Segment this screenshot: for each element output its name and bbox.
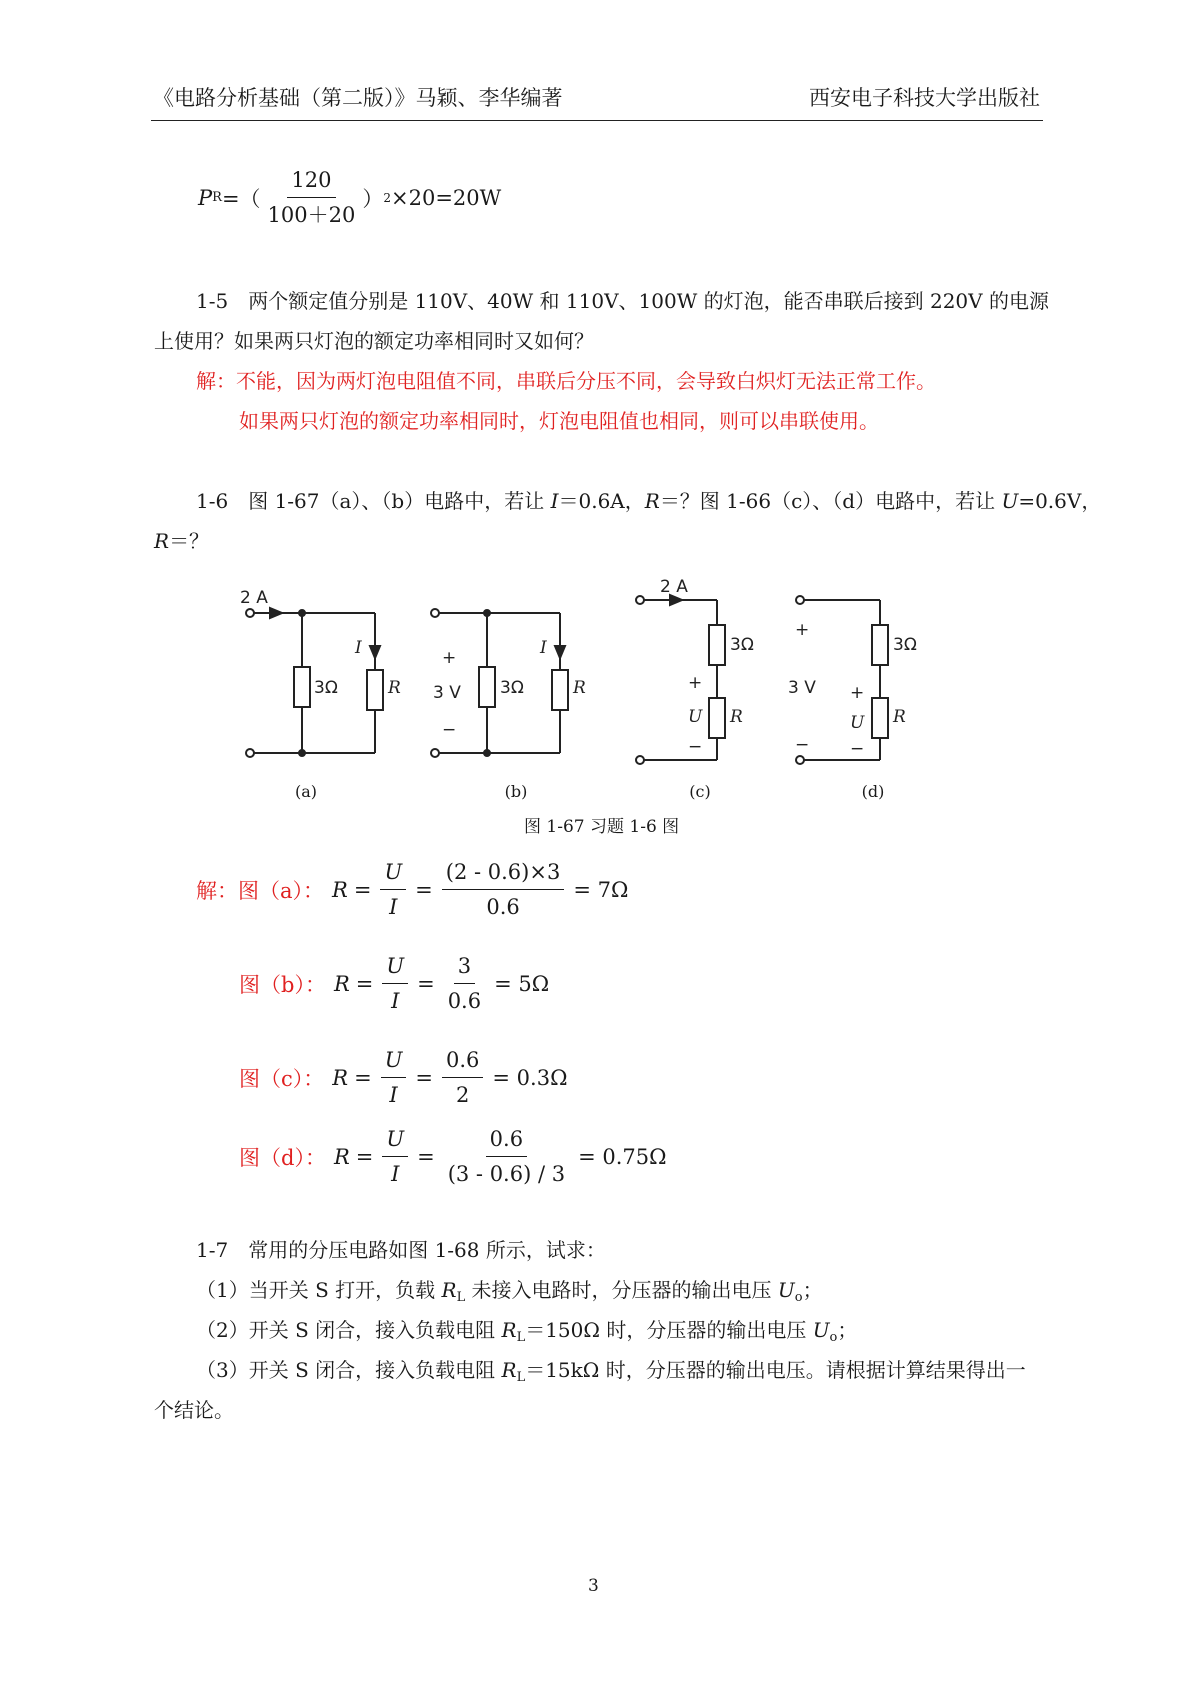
solution-d-i: I [391, 1162, 400, 1186]
q16-text-d: =0.6V， [1018, 489, 1102, 513]
figure-label-c: (c) [689, 782, 711, 801]
pr-denominator: 100＋20 [267, 203, 356, 227]
solution-b-eq1: = [355, 971, 374, 996]
circuit-figure [230, 570, 970, 770]
solution-a-frac1 [380, 858, 406, 921]
solution-a [196, 858, 628, 921]
q17-line5: 个结论。 [154, 1398, 234, 1422]
q17-l3-c: ； [837, 1318, 858, 1342]
pr-exponent: 2 [383, 190, 391, 205]
solution-d-r: R [333, 1144, 350, 1169]
solution-d [239, 1125, 667, 1188]
header-book-title: 《电路分析基础（第二版）》马颖、李华编著 [153, 86, 563, 110]
q17-l2-usub: o [794, 1290, 803, 1305]
pr-open: =（ [221, 186, 261, 211]
q15-answer-line2: 如果两只灯泡的额定功率相同时，灯泡电阻值也相同，则可以串联使用。 [239, 409, 879, 433]
solution-b-i: I [391, 989, 400, 1013]
solution-b-num: 3 [454, 952, 475, 984]
label-d-plus2: + [850, 683, 865, 703]
solution-b [239, 952, 549, 1015]
label-b-r: R [573, 678, 586, 698]
pr-numerator: 120 [287, 166, 335, 198]
label-b-minus: − [442, 720, 457, 740]
solution-d-num: 0.6 [486, 1125, 527, 1157]
solution-d-eq1: = [355, 1144, 374, 1169]
pr-rest: ×20=20W [391, 185, 502, 210]
solution-c-i: I [389, 1083, 398, 1107]
solution-a-label: 解：图（a）： [196, 878, 325, 903]
header-publisher: 西安电子科技大学出版社 [809, 86, 1040, 110]
solution-a-eq2: = [415, 877, 433, 902]
solution-d-frac1 [382, 1125, 408, 1188]
q17-l4-r: R [501, 1358, 517, 1382]
label-c-u: U [688, 707, 703, 727]
figure-caption: 图 1-67 习题 1-6 图 [524, 817, 680, 837]
q17-l3-a: （2）开关 S 闭合，接入负载电阻 [196, 1318, 502, 1342]
solution-a-result: = 7Ω [573, 877, 629, 902]
q17-l3-u: U [812, 1318, 830, 1342]
q16-line1 [196, 481, 1101, 521]
label-b-i: I [540, 638, 547, 658]
q17-l4-b: ＝15kΩ 时，分压器的输出电压。请根据计算结果得出一 [525, 1358, 1026, 1382]
solution-b-r: R [333, 971, 350, 996]
q17-l2-b: 未接入电路时，分压器的输出电压 [465, 1278, 778, 1302]
solution-a-u: U [380, 858, 406, 890]
q16-line2 [154, 521, 209, 561]
q15-line2: 上使用？如果两只灯泡的额定功率相同时又如何？ [154, 329, 594, 353]
label-a-2a: 2 A [240, 588, 268, 608]
solution-d-result: = 0.75Ω [578, 1144, 667, 1169]
label-a-i: I [355, 638, 362, 658]
solution-a-num: (2 - 0.6)×3 [442, 858, 565, 890]
solution-b-den: 0.6 [447, 989, 482, 1013]
solution-a-r: R [332, 877, 348, 902]
q17-l4-a: （3）开关 S 闭合，接入负载电阻 [196, 1358, 502, 1382]
q17-l4-sub: L [516, 1370, 526, 1385]
solution-d-eq2: = [417, 1144, 435, 1169]
label-b-3v: 3 V [433, 683, 461, 703]
label-c-plus: + [688, 673, 703, 693]
solution-c-num: 0.6 [442, 1046, 483, 1078]
label-d-3v: 3 V [788, 678, 816, 698]
label-c-2a: 2 A [660, 577, 688, 597]
pr-subscript: R [212, 190, 222, 205]
figure-label-a: (a) [294, 782, 318, 801]
label-d-u: U [850, 713, 865, 733]
solution-c-u: U [381, 1046, 407, 1078]
q15-answer-line1: 解：不能，因为两灯泡电阻值不同，串联后分压不同，会导致白炽灯无法正常工作。 [196, 369, 936, 393]
q17-l2-sub: L [456, 1290, 466, 1305]
label-c-minus: − [688, 737, 703, 757]
label-a-r: R [388, 678, 401, 698]
q15-line1: 1-5 两个额定值分别是 110V、40W 和 110V、100W 的灯泡，能否串联后接到 220V 的电源 [196, 289, 1049, 313]
label-d-minus2: − [850, 739, 865, 759]
label-b-3ohm: 3Ω [500, 678, 524, 698]
q17-l3-sub: L [516, 1330, 526, 1345]
circuit-c [636, 595, 725, 764]
solution-c [239, 1046, 568, 1109]
solution-b-frac1 [382, 952, 408, 1015]
solution-c-eq1: = [354, 1065, 372, 1090]
solution-d-u: U [382, 1125, 408, 1157]
pr-close: ） [362, 186, 384, 211]
q17-l2-c: ； [802, 1278, 823, 1302]
label-d-plus: + [795, 620, 810, 640]
solution-b-frac2 [444, 952, 485, 1015]
solution-b-result: = 5Ω [494, 971, 550, 996]
pr-equation [198, 166, 501, 229]
solution-c-eq2: = [415, 1065, 433, 1090]
solution-b-eq2: = [417, 971, 435, 996]
solution-d-frac2 [444, 1125, 569, 1188]
figure-label-b: (b) [504, 782, 528, 801]
solution-a-den: 0.6 [486, 895, 520, 919]
q16-text-c: ＝？图 1-66（c）、（d）电路中，若让 [659, 489, 1002, 513]
label-c-3ohm: 3Ω [730, 635, 754, 655]
header-rule [151, 120, 1043, 121]
solution-d-den: (3 - 0.6) / 3 [447, 1162, 566, 1186]
solution-a-i: I [389, 895, 398, 919]
solution-c-den: 2 [456, 1083, 470, 1107]
q17-l2-a: （1）当开关 S 打开，负载 [196, 1278, 442, 1302]
solution-c-label: 图（c）： [239, 1066, 325, 1091]
label-d-r: R [893, 707, 906, 727]
q17-line1: 1-7 常用的分压电路如图 1-68 所示，试求： [196, 1238, 606, 1262]
figure-label-d: (d) [861, 782, 885, 801]
solution-c-frac2 [442, 1046, 483, 1109]
solution-d-label: 图（d）： [239, 1145, 326, 1170]
solution-c-result: = 0.3Ω [492, 1065, 568, 1090]
solution-b-label: 图（b）： [239, 972, 326, 997]
q16-var-i: I [550, 489, 559, 513]
solution-c-r: R [332, 1065, 349, 1090]
page-number: 3 [588, 1576, 599, 1596]
q17-l3-usub: o [829, 1330, 838, 1345]
label-b-plus: + [442, 648, 457, 668]
q17-l2-r: R [441, 1278, 457, 1302]
q17-l2-u: U [777, 1278, 795, 1302]
q16-var-u: U [1001, 489, 1019, 513]
q16-text-b: ＝0.6A， [558, 489, 645, 513]
pr-symbol: P [198, 185, 213, 210]
q16-var-r2: R [154, 529, 170, 553]
pr-fraction [264, 166, 360, 229]
solution-a-frac2 [442, 858, 565, 921]
label-a-3ohm: 3Ω [314, 678, 338, 698]
q17-l3-b: ＝150Ω 时，分压器的输出电压 [525, 1318, 813, 1342]
q16-text-a: 1-6 图 1-67（a）、（b）电路中，若让 [196, 489, 551, 513]
solution-a-eq1: = [353, 877, 372, 902]
q17-l3-r: R [501, 1318, 517, 1342]
label-d-minus: − [795, 735, 810, 755]
q16-var-r: R [644, 489, 660, 513]
solution-c-frac1 [381, 1046, 407, 1109]
label-c-r: R [730, 707, 743, 727]
solution-b-u: U [382, 952, 408, 984]
label-d-3ohm: 3Ω [893, 635, 917, 655]
q17-line4 [196, 1350, 1026, 1398]
q16-text-e: ＝？ [169, 529, 210, 553]
